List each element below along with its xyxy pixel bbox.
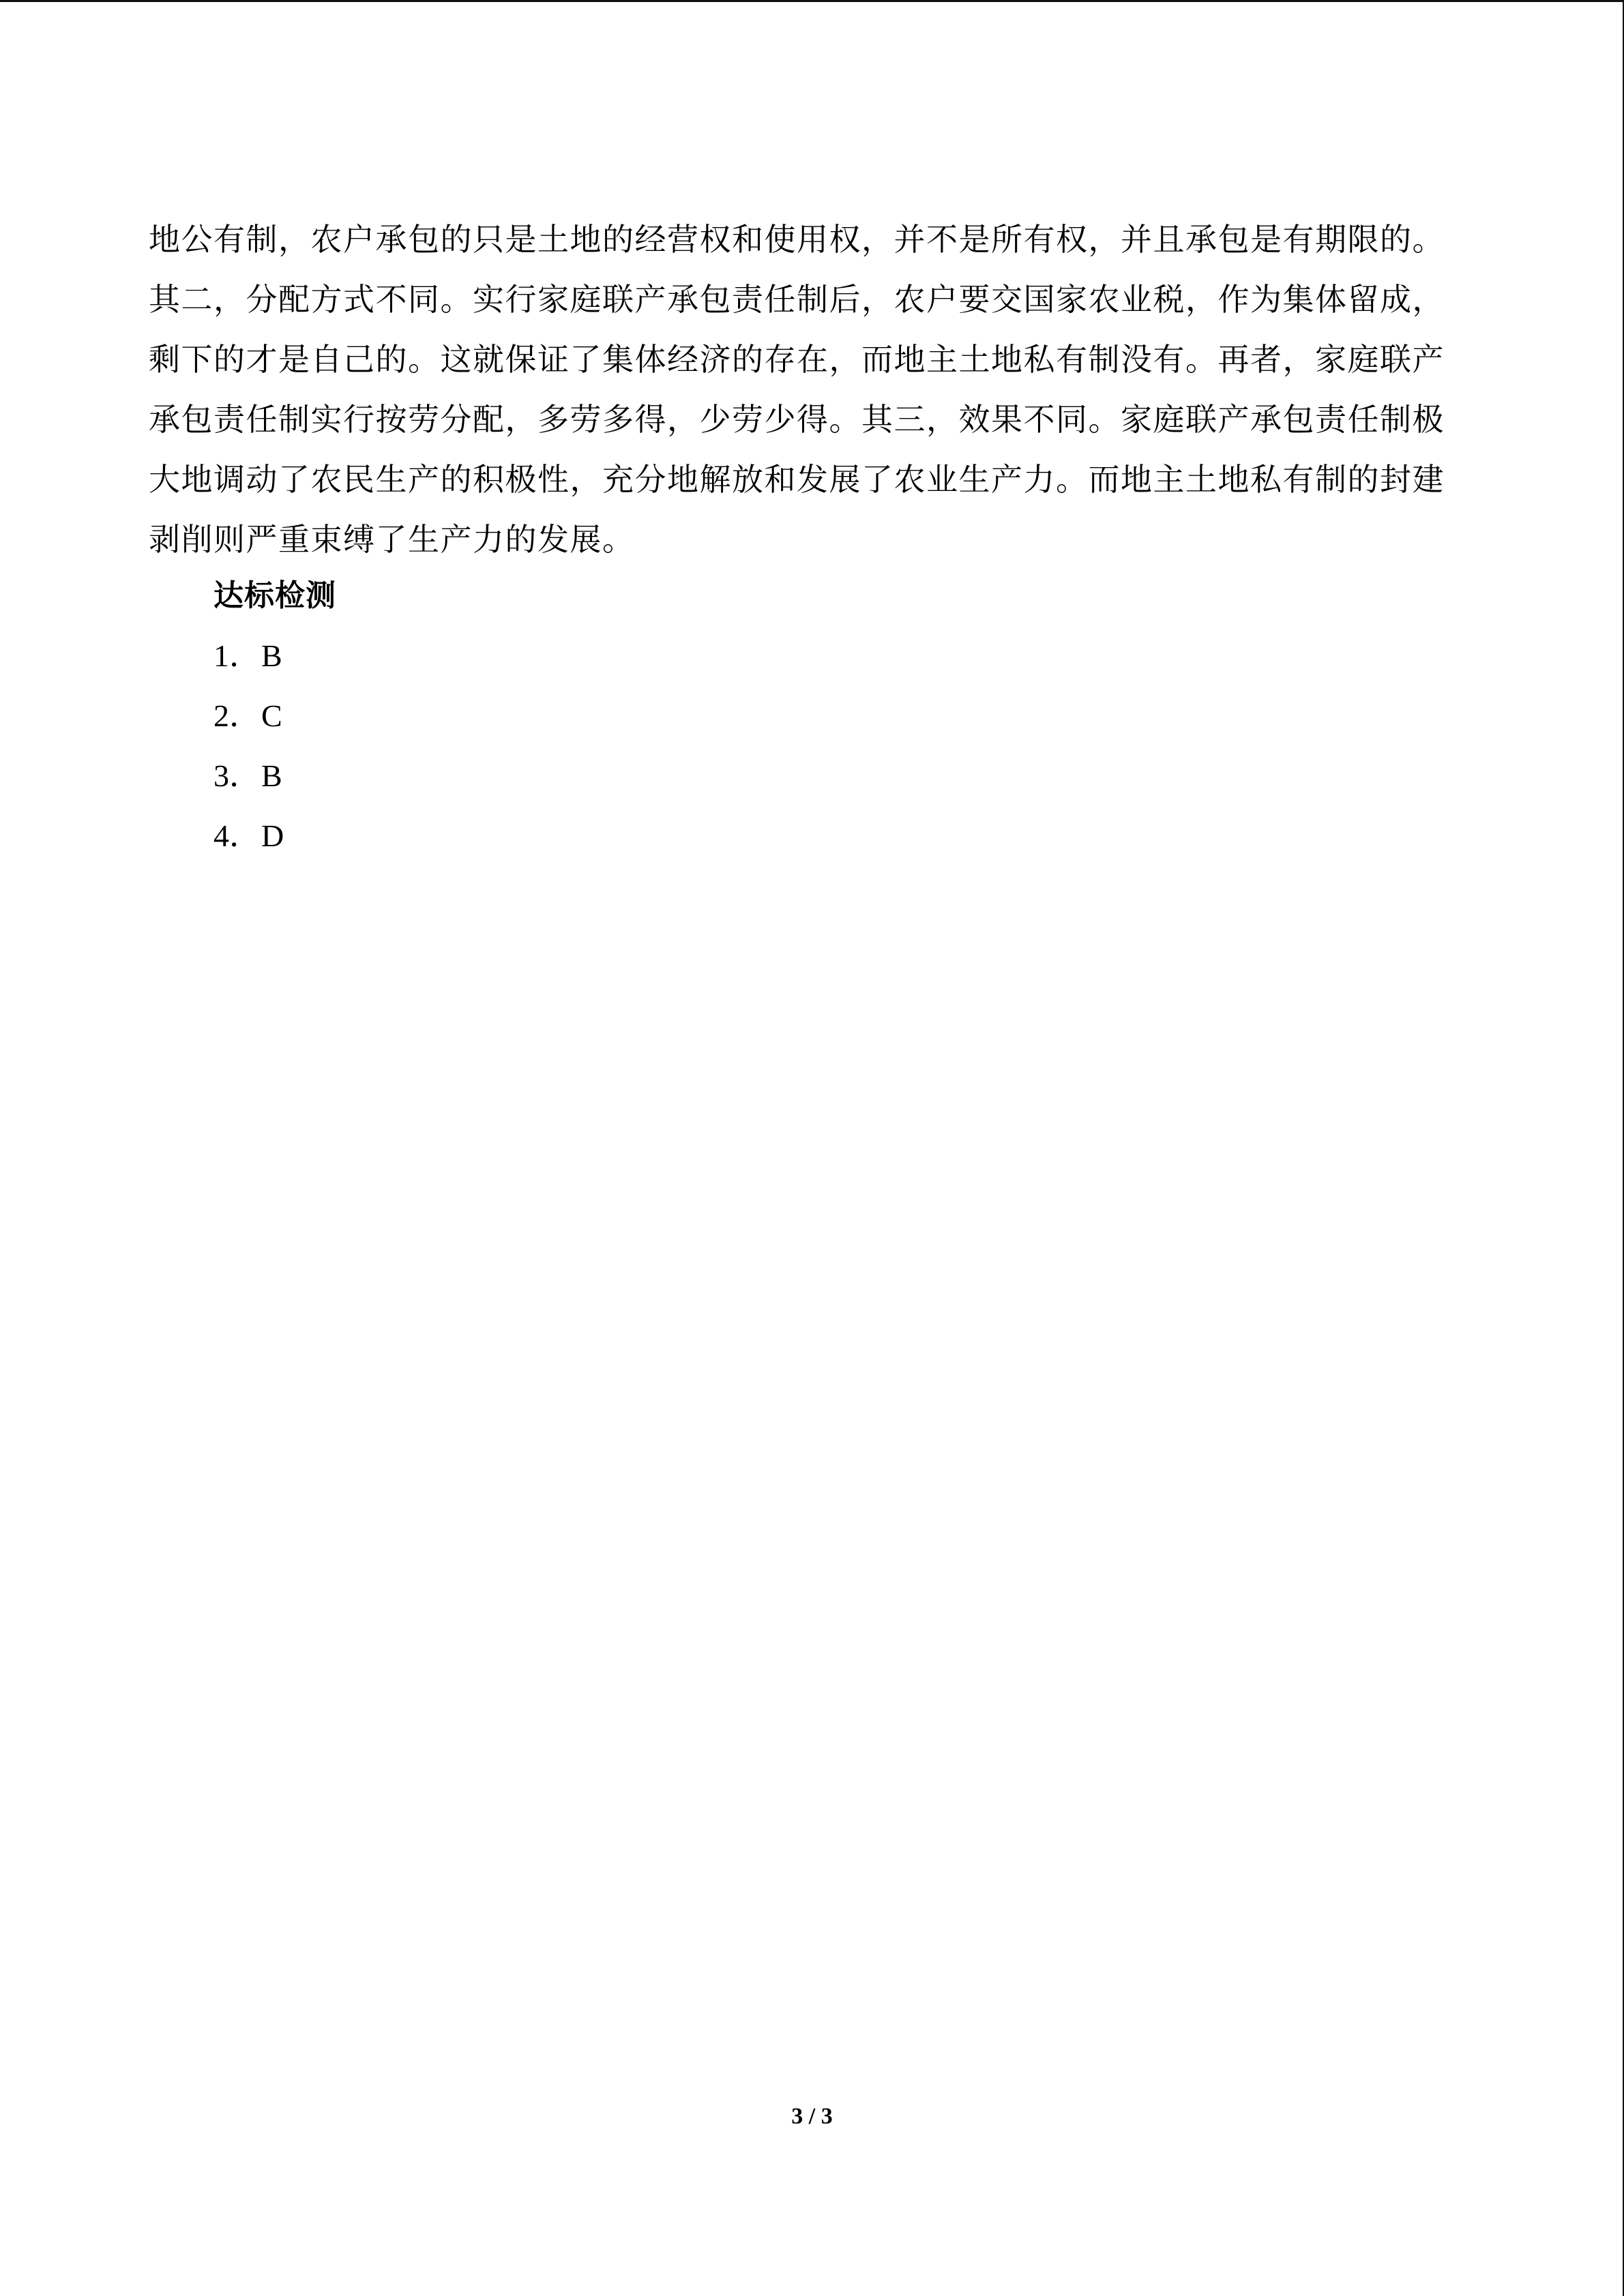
body-paragraph [149,217,1458,577]
answer-number: 4． [213,818,261,853]
paragraph-line: 其二，分配方式不同。实行家庭联产承包责任制后，农户要交国家农业税，作为集体留成， [149,281,1445,318]
paragraph-line: 承包责任制实行按劳分配，多劳多得，少劳少得。其三，效果不同。家庭联产承包责任制极 [149,401,1445,438]
paragraph-line: 地公有制，农户承包的只是土地的经营权和使用权，并不是所有权，并且承包是有期限的。 [149,221,1445,258]
answer-item [213,756,284,816]
answer-number: 1． [213,638,261,673]
page-top-border [0,0,1624,2]
answer-number: 3． [213,758,261,793]
answer-item [213,816,284,876]
answer-item [213,636,284,696]
page-number: 3 / 3 [791,2104,833,2129]
paragraph-line: 大地调动了农民生产的积极性，充分地解放和发展了农业生产力。而地主土地私有制的封建 [149,461,1445,498]
section-heading: 达标检测 [213,578,336,613]
answer-value: C [261,698,282,733]
paragraph-line: 剥削则严重束缚了生产力的发展。 [149,521,635,558]
answer-value: B [261,758,282,793]
answer-list [213,636,284,876]
answer-number: 2． [213,698,261,733]
answer-value: B [261,638,282,673]
answer-value: D [261,818,284,853]
answer-item [213,696,284,756]
paragraph-line: 剩下的才是自己的。这就保证了集体经济的存在，而地主土地私有制没有。再者，家庭联产 [149,341,1445,378]
